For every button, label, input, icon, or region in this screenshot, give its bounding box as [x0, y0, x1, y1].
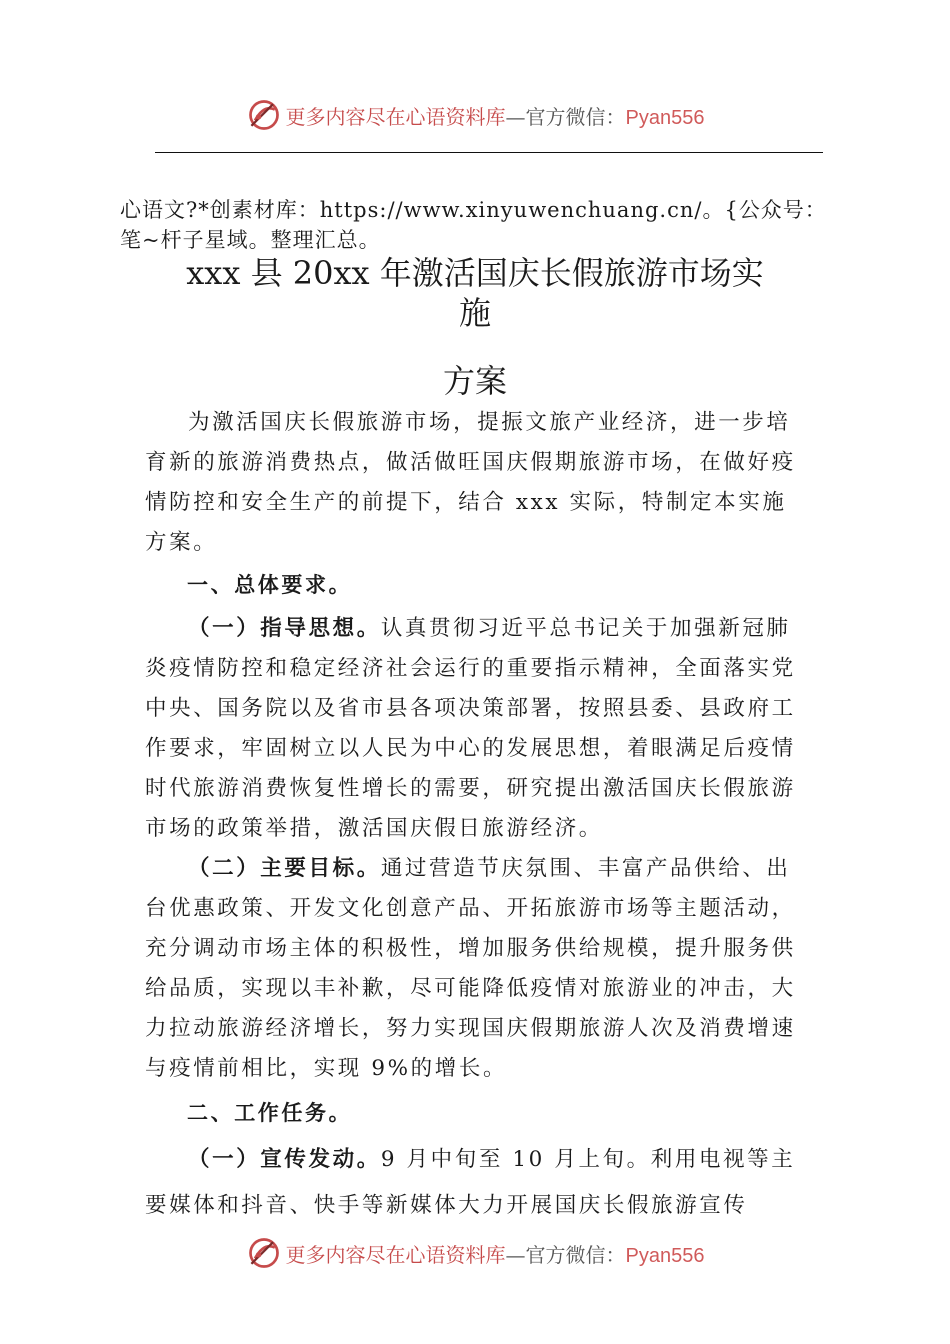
document-title-line-2: 施	[458, 294, 491, 332]
paragraph-text: 9 月中旬至 10 月上旬。利用电视等主要媒体和抖音、快手等新媒体大力开展国庆长假旅游宣传	[145, 1147, 796, 1218]
header-banner-text: 更多内容尽在心语资料库—官方微信：Pyan556	[285, 104, 705, 129]
paragraph-text: 通过营造节庆氛围、丰富产品供给、出台优惠政策、开发文化创意产品、开拓旅游市场等主题活动，充分调动市场主体的积极性，增加服务供给规模，提升服务供给品质，实现以丰补歉，尽可能降低疫情对旅游业的冲击，大力拉动旅游经济增长，努力实现国庆假期旅游人次及消费增速与疫情前相比，实现 9%的增长。	[145, 856, 796, 1081]
document-title-line-3: 方案	[442, 362, 507, 400]
intro-paragraph: 为激活国庆长假旅游市场，提振文旅产业经济，进一步培育新的旅游消费热点，做活做旺国庆假期旅游市场，在做好疫情防控和安全生产的前提下，结合 xxx 实际，特制定本实施方案。	[145, 410, 796, 555]
section-heading-2: 二、工作任务。	[187, 1101, 353, 1125]
paragraph-lead: （一）指导思想。	[188, 616, 381, 641]
paragraph-lead: （二）主要目标。	[188, 856, 381, 881]
footer-banner	[0, 1233, 950, 1273]
document-body	[145, 403, 810, 1229]
paragraph-publicity	[145, 1137, 810, 1229]
paragraph-text: 认真贯彻习近平总书记关于加强新冠肺炎疫情防控和稳定经济社会运行的重要指示精神，全面落实党中央、国务院以及省市县各项决策部署，按照县委、县政府工作要求，牢固树立以人民为中心的发展思想，着眼满足后疫情时代旅游消费恢复性增长的需要，研究提出激活国庆长假旅游市场的政策举措，激活国庆假日旅游经济。	[145, 616, 796, 841]
header-banner	[0, 95, 950, 135]
paragraph-lead: （一）宣传发动。	[188, 1147, 381, 1172]
footer-banner-text: 更多内容尽在心语资料库—官方微信：Pyan556	[285, 1242, 705, 1267]
document-title-line-1: xxx 县 20xx 年激活国庆长假旅游市场实	[186, 254, 764, 292]
header-divider	[155, 152, 823, 153]
brand-logo-icon	[246, 97, 282, 133]
source-note: 心语文?*创素材库：https://www.xinyuwenchuang.cn/。{公众号：笔~杆子星域。整理汇总。	[120, 198, 827, 252]
paragraph-guiding-thought	[145, 609, 810, 849]
section-heading-1: 一、总体要求。	[187, 573, 353, 597]
brand-logo-icon	[246, 1235, 282, 1271]
paragraph-main-goals	[145, 849, 810, 1089]
